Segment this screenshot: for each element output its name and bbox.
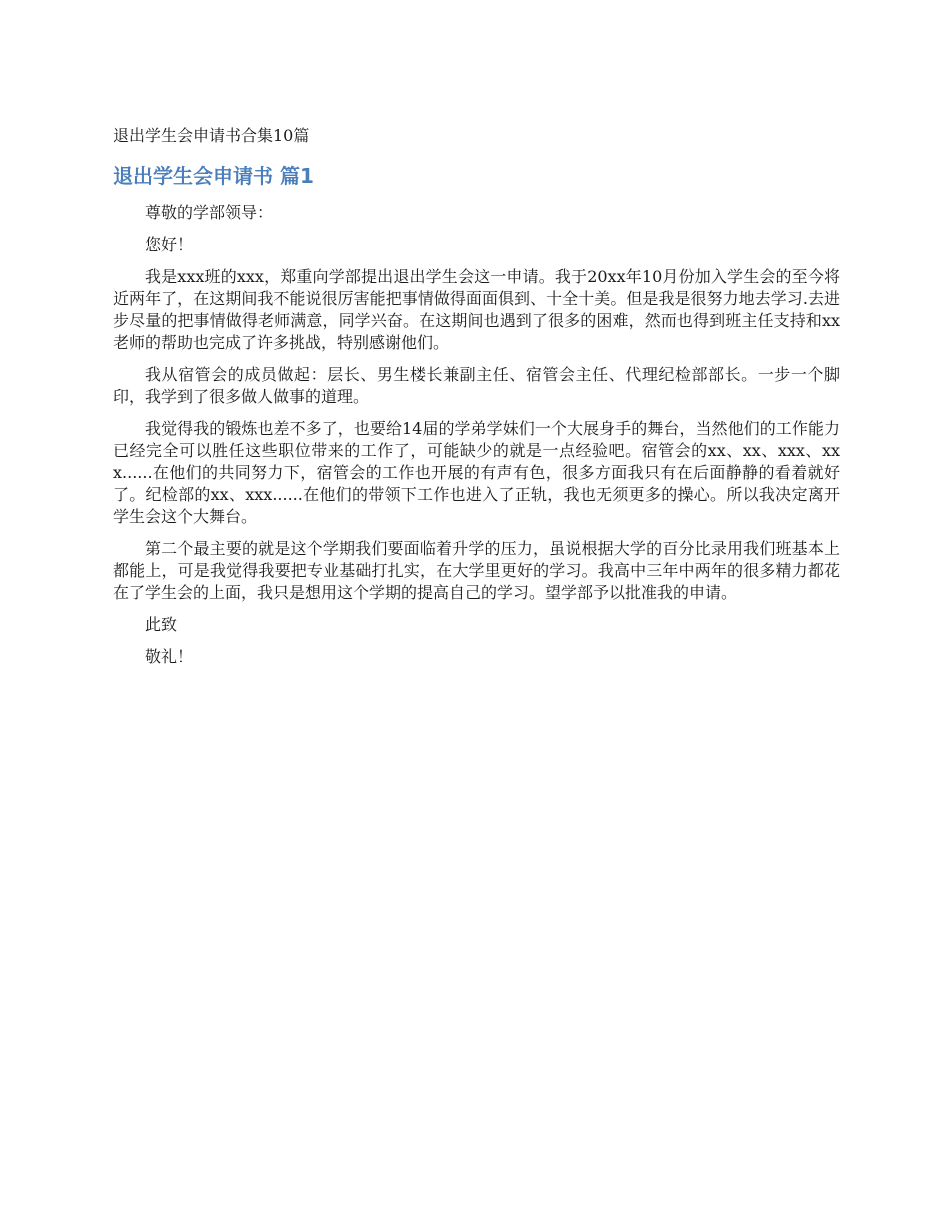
- greeting: 您好！: [145, 235, 194, 254]
- body-paragraph: 我从宿管会的成员做起：层长、男生楼长兼副主任、宿管会主任、代理纪检部部长。一步一个脚印，我学到了很多做人做事的道理。: [113, 365, 840, 406]
- closing-salute: 敬礼！: [145, 647, 194, 666]
- body-paragraph: 我觉得我的锻炼也差不多了，也要给14届的学弟学妹们一个大展身手的舞台，当然他们的工作能力已经完全可以胜任这些职位带来的工作了，可能缺少的就是一点经验吧。宿管会的xx、xx、xxx、xxx......在他们的共同努力下，宿管会的工作也开展的有声有色，很多方面我只有在后面静静的看着就好了。纪检部的xx、xxx......在他们的带领下工作也进入了正轨，我也无须更多的操心。所以我决定离开学生会这个大舞台。: [113, 419, 840, 526]
- document-page: [113, 124, 840, 678]
- body-paragraph: 我是xxx班的xxx，郑重向学部提出退出学生会这一申请。我于20xx年10月份加入学生会的至今将近两年了，在这期间我不能说很厉害能把事情做得面面俱到、十全十美。但是我是很努力地去学习.去进步尽量的把事情做得老师满意，同学兴奋。在这期间也遇到了很多的困难，然而也得到班主任支持和xx老师的帮助也完成了许多挑战，特别感谢他们。: [113, 267, 840, 352]
- body-paragraph: 第二个最主要的就是这个学期我们要面临着升学的压力，虽说根据大学的百分比录用我们班基本上都能上，可是我觉得我要把专业基础打扎实，在大学里更好的学习。我高中三年中两年的很多精力都花在了学生会的上面，我只是想用这个学期的提高自己的学习。望学部予以批准我的申请。: [113, 539, 840, 602]
- closing-line: 此致: [145, 615, 178, 634]
- salutation: 尊敬的学部领导：: [145, 203, 274, 222]
- document-title: 退出学生会申请书合集10篇: [113, 126, 310, 145]
- section-heading: 退出学生会申请书 篇1: [113, 164, 314, 188]
